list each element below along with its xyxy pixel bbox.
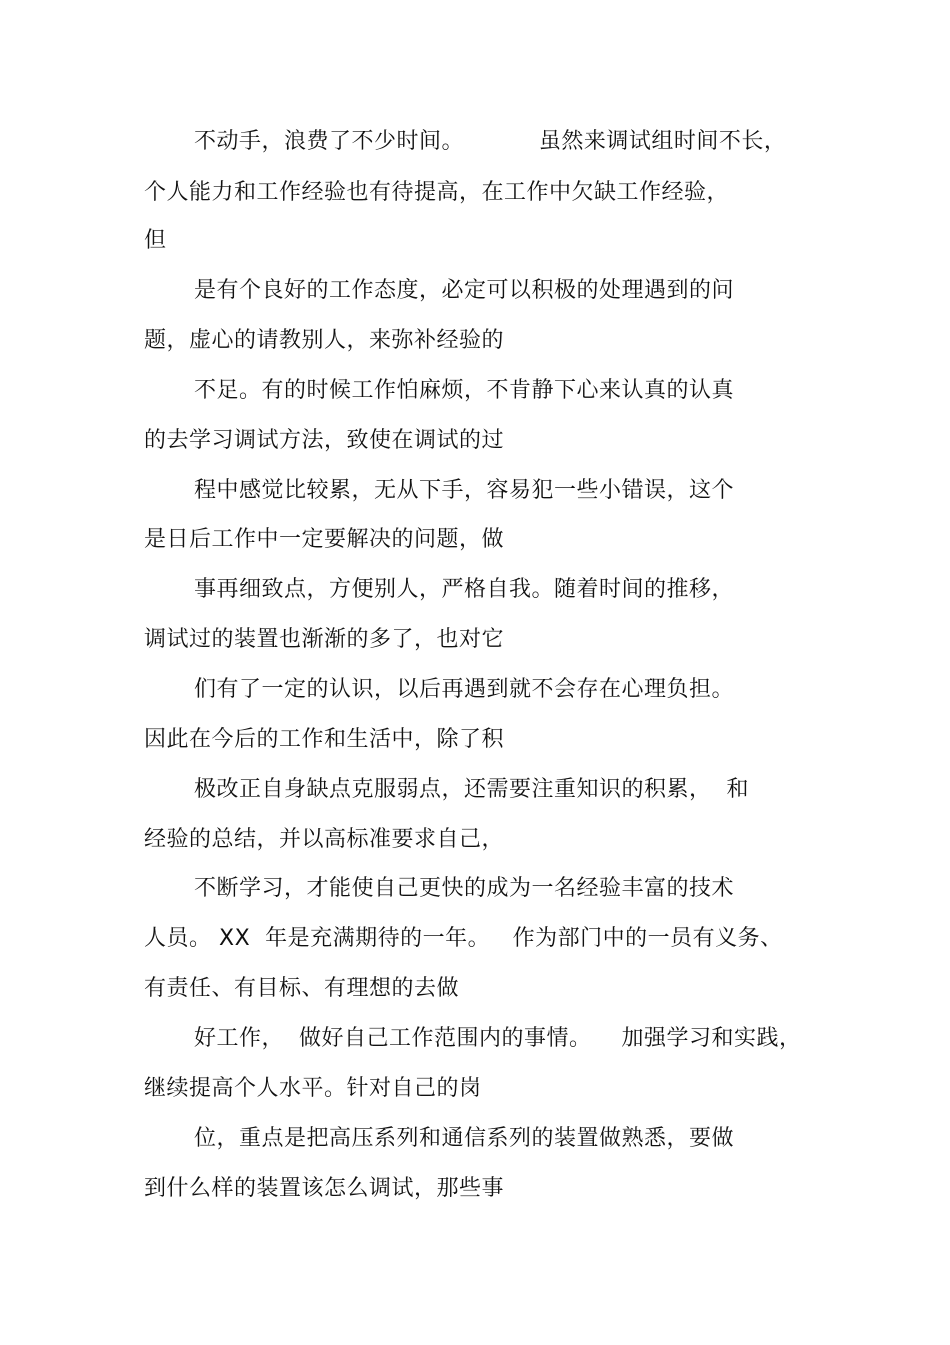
text-line-9: 是日后工作中一定要解决的问题，做 — [144, 527, 505, 552]
text-line-15: 经验的总结，并以高标准要求自己， — [144, 827, 505, 852]
text-line-11: 调试过的装置也渐渐的多了，也对它 — [144, 627, 505, 652]
text-line-2: 个人能力和工作经验也有待提高，在工作中欠缺工作经验， — [144, 180, 730, 205]
text-line-7: 的去学习调试方法，致使在调试的过 — [144, 428, 505, 453]
text-line-16: 不断学习，才能使自己更快的成为一名经验丰富的技术 — [194, 876, 735, 901]
text-line-22: 到什么样的装置该怎么调试，那些事 — [144, 1176, 505, 1201]
text-line-1: 不动手，浪费了不少时间。 虽然来调试组时间不长， — [194, 129, 787, 154]
text-line-17: 人员。 XX 年是充满期待的一年。 作为部门中的一员有义务、 — [144, 926, 783, 951]
text-line-12: 们有了一定的认识，以后再遇到就不会存在心理负担。 — [194, 677, 735, 702]
text-line-19: 好工作， 做好自己工作范围内的事情。 加强学习和实践， — [194, 1026, 802, 1051]
text-line-3: 但 — [144, 228, 167, 253]
text-line-21: 位，重点是把高压系列和通信系列的装置做熟悉，要做 — [194, 1126, 735, 1151]
text-line-10: 事再细致点，方便别人，严格自我。随着时间的推移， — [194, 577, 735, 602]
text-line-6: 不足。有的时候工作怕麻烦，不肯静下心来认真的认真 — [194, 378, 735, 403]
text-line-20: 继续提高个人水平。针对自己的岗 — [144, 1076, 482, 1101]
text-line-5: 题，虚心的请教别人，来弥补经验的 — [144, 328, 505, 353]
text-line-8: 程中感觉比较累，无从下手，容易犯一些小错误，这个 — [194, 478, 735, 503]
text-line-18: 有责任、有目标、有理想的去做 — [144, 976, 460, 1001]
text-line-13: 因此在今后的工作和生活中，除了积 — [144, 727, 505, 752]
text-line-4: 是有个良好的工作态度，必定可以积极的处理遇到的问 — [194, 278, 735, 303]
text-line-14: 极改正自身缺点克服弱点，还需要注重知识的积累， 和 — [194, 777, 749, 802]
